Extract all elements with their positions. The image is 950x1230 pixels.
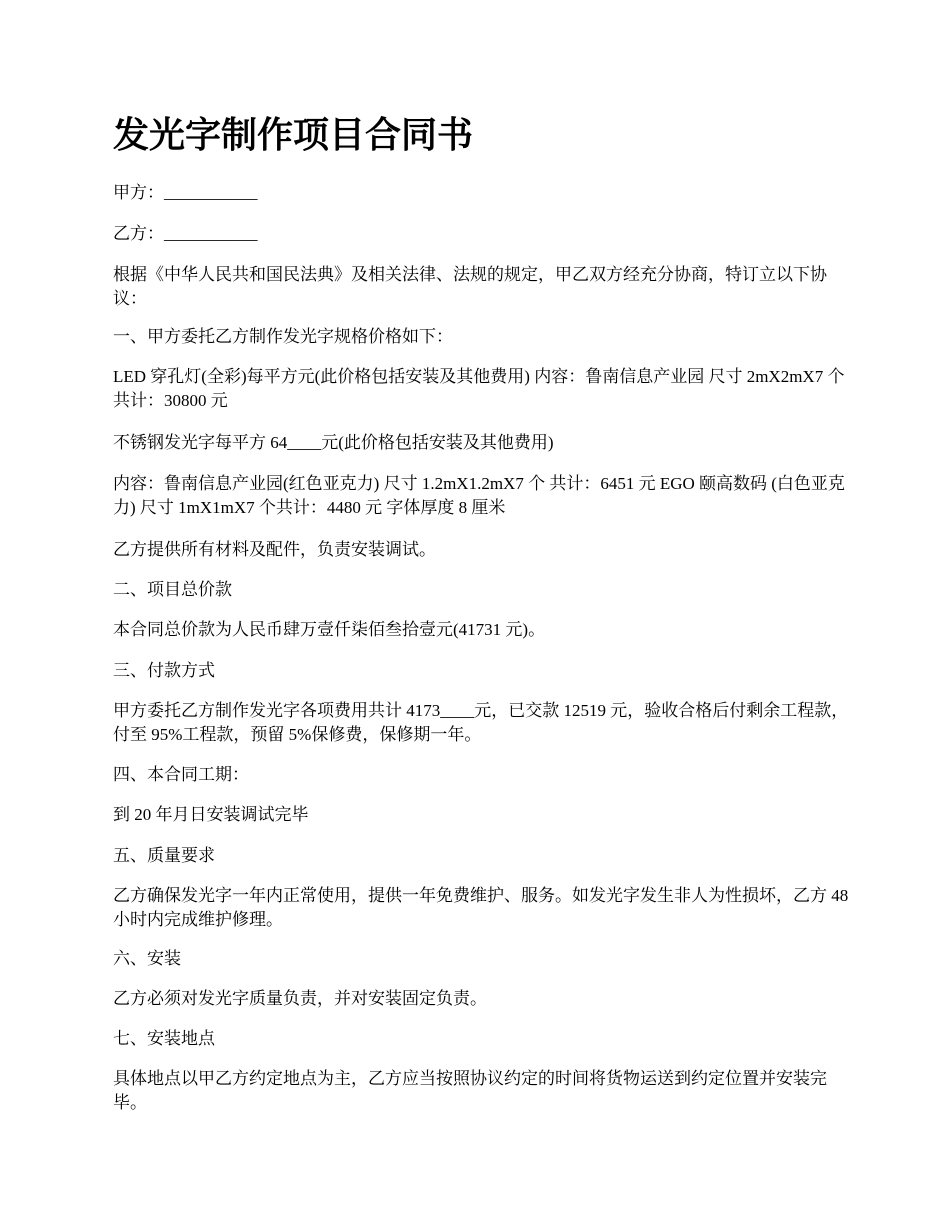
section-6-heading: 六、安装	[113, 949, 181, 968]
section-3-heading: 三、付款方式	[113, 661, 215, 680]
content-spec-paragraph: 内容：鲁南信息产业园(红色亚克力) 尺寸 1.2mX1.2mX7 个 共计：6451 元 EGO 颐高数码 (白色亚克力) 尺寸 1mX1mX7 个共计：4480 元 字体厚度 8 厘米	[113, 474, 845, 517]
led-spec-paragraph: LED 穿孔灯(全彩)每平方元(此价格包括安装及其他费用) 内容：鲁南信息产业园 尺寸 2mX2mX7 个 共计：30800 元	[113, 367, 845, 410]
document-title: 发光字制作项目合同书	[113, 115, 474, 156]
section-1-heading: 一、甲方委托乙方制作发光字规格价格如下：	[113, 327, 453, 346]
party-b-line: 乙方：___________	[113, 224, 258, 243]
installation-paragraph: 乙方必须对发光字质量负责，并对安装固定负责。	[113, 989, 487, 1008]
total-price-paragraph: 本合同总价款为人民币肆万壹仟柒佰叁拾壹元(41731 元)。	[113, 620, 546, 639]
section-7-heading: 七、安装地点	[113, 1029, 215, 1048]
schedule-paragraph: 到 20 年月日安装调试完毕	[113, 805, 309, 824]
payment-paragraph: 甲方委托乙方制作发光字各项费用共计 4173____元，已交款 12519 元，验收合格后付剩余工程款，付至 95%工程款，预留 5%保修费，保修期一年。	[113, 701, 849, 744]
location-paragraph: 具体地点以甲乙方约定地点为主，乙方应当按照协议约定的时间将货物运送到约定位置并安装完毕。	[113, 1069, 827, 1112]
quality-paragraph: 乙方确保发光字一年内正常使用，提供一年免费维护、服务。如发光字发生非人为性损坏，乙方 48 小时内完成维护修理。	[113, 886, 849, 929]
steel-price-paragraph: 不锈钢发光字每平方 64____元(此价格包括安装及其他费用)	[113, 433, 554, 452]
section-4-heading: 四、本合同工期：	[113, 765, 249, 784]
section-2-heading: 二、项目总价款	[113, 580, 232, 599]
section-5-heading: 五、质量要求	[113, 846, 215, 865]
preamble-paragraph: 根据《中华人民共和国民法典》及相关法律、法规的规定，甲乙双方经充分协商，特订立以下协议：	[113, 265, 827, 308]
party-a-line: 甲方：___________	[113, 183, 258, 202]
materials-paragraph: 乙方提供所有材料及配件，负责安装调试。	[113, 540, 436, 559]
